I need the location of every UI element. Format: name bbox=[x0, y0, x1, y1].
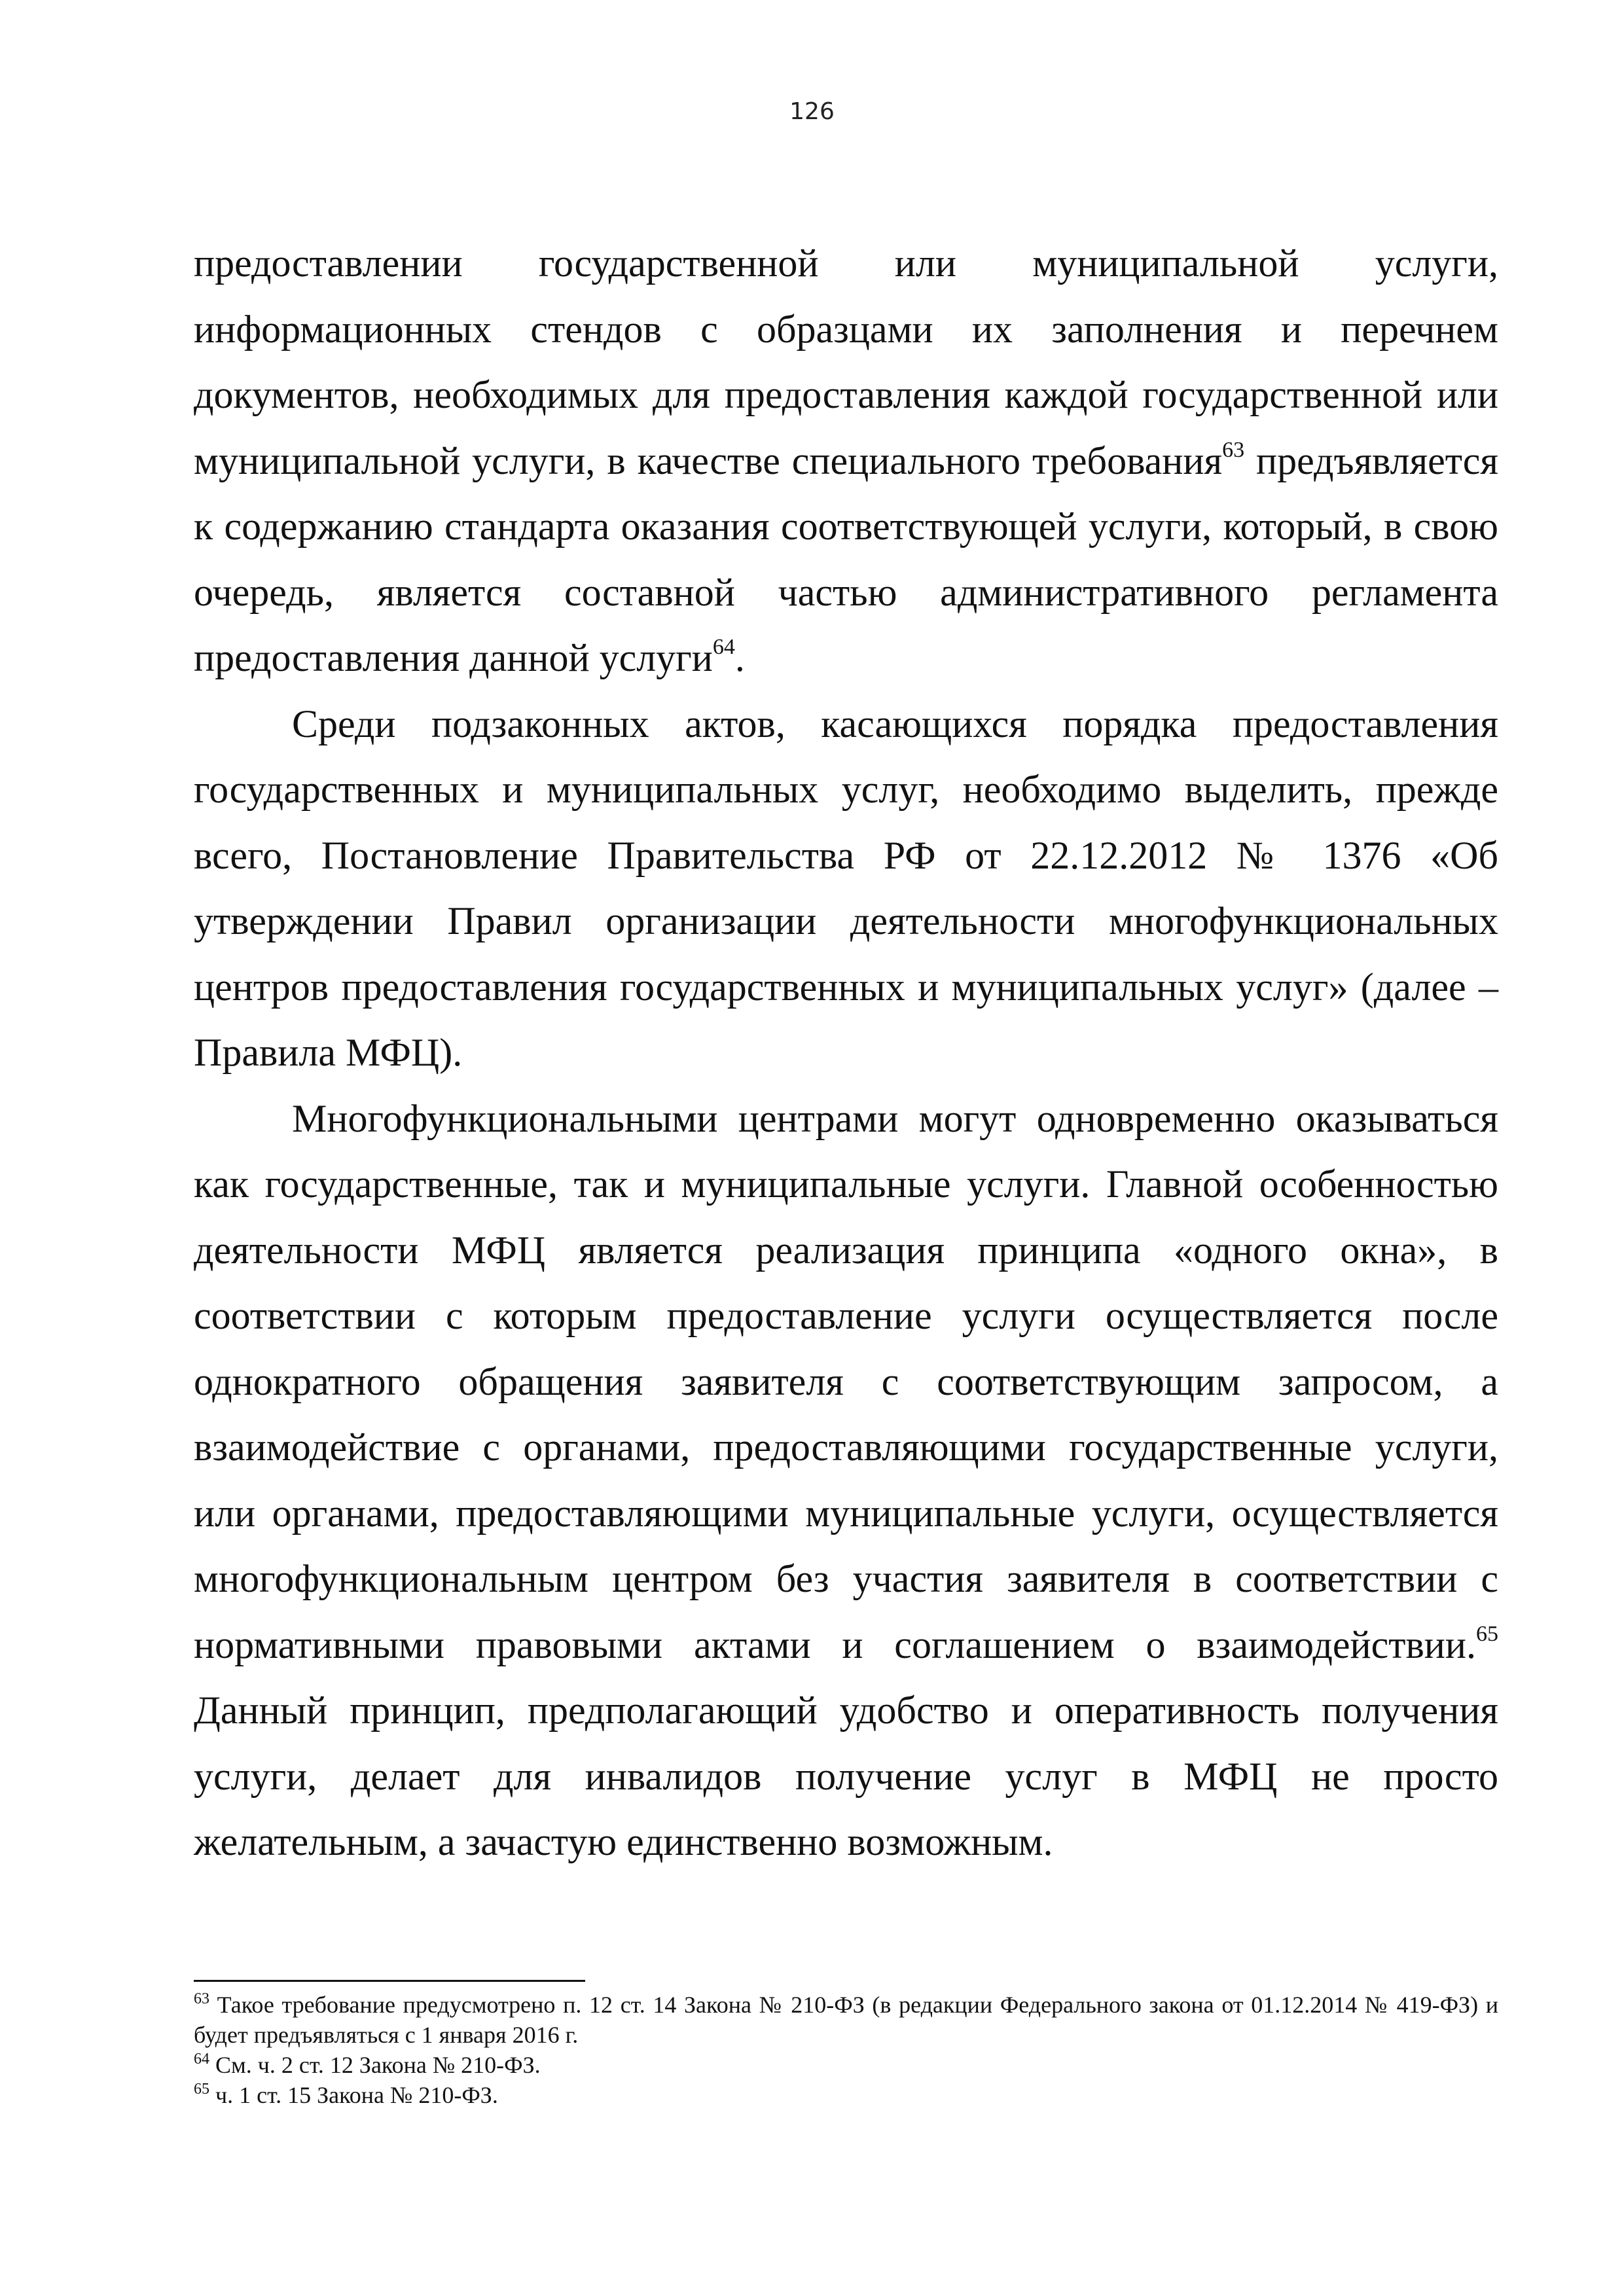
footnote-mark: 63 bbox=[194, 1990, 209, 2007]
footnote-text: ч. 1 ст. 15 Закона № 210-ФЗ. bbox=[209, 2082, 498, 2108]
footnote-separator bbox=[194, 1980, 585, 1982]
footnote-mark: 65 bbox=[194, 2081, 209, 2098]
paragraph-text: . bbox=[734, 636, 745, 679]
paragraph-1 bbox=[194, 230, 1498, 691]
paragraph-2 bbox=[194, 691, 1498, 1086]
page-number: 126 bbox=[789, 98, 835, 125]
paragraph-text: Среди подзаконных актов, касающихся порядка предоставления государственных и муниципальных услуг, необходимо выделить, прежде всего, Постановление Правительства РФ от 22.12.2012 № 1376 «Об утверждении Правил организации деятельности многофункциональных центров предоставления государственных и муниципальных услуг» (далее – Правила МФЦ). bbox=[194, 702, 1498, 1074]
footnote-mark: 64 bbox=[194, 2051, 209, 2068]
paragraph-text: Данный принцип, предполагающий удобство и оперативность получения услуги, делает для инвалидов получение услуг в МФЦ не просто желательным, а зачастую единственно возможным. bbox=[194, 1689, 1498, 1863]
footnote-ref-63[interactable]: 63 bbox=[1222, 437, 1245, 462]
paragraph-3 bbox=[194, 1086, 1498, 1875]
footnote-ref-64[interactable]: 64 bbox=[712, 635, 735, 659]
footnote-64 bbox=[194, 2050, 1498, 2080]
paragraph-text: предоставлении государственной или муниципальной услуги, информационных стендов с образцами их заполнения и перечнем документов, необходимых для предоставления каждой государственной или муниципальной услуги, в качестве специального требования bbox=[194, 242, 1498, 482]
paragraph-text: Многофункциональными центрами могут одновременно оказываться как государственные, так и муниципальные услуги. Главной особенностью деятельности МФЦ является реализация принципа «одного окна», в соответствии с которым предоставление услуги осуществляется после однократного обращения заявителя с соответствующим запросом, а взаимодействие с органами, предоставляющими государственные услуги, или органами, предоставляющими муниципальные услуги, осуществляется многофункциональным центром без участия заявителя в соответствии с нормативными правовыми актами и соглашением о взаимодействии. bbox=[194, 1096, 1498, 1666]
footnotes bbox=[194, 1980, 1498, 2110]
footnote-65 bbox=[194, 2080, 1498, 2110]
footnote-63 bbox=[194, 1990, 1498, 2050]
footnote-text: См. ч. 2 ст. 12 Закона № 210-ФЗ. bbox=[209, 2052, 541, 2078]
footnote-text: Такое требование предусмотрено п. 12 ст. 14 Закона № 210-ФЗ (в редакции Федерального закона от 01.12.2014 № 419-ФЗ) и будет предъявляться с 1 января 2016 г. bbox=[194, 1992, 1498, 2048]
footnote-ref-65[interactable]: 65 bbox=[1476, 1621, 1498, 1646]
paragraph-text: предъявляется к содержанию стандарта оказания соответствующей услуги, который, в свою очередь, является составной частью административного регламента предоставления данной услуги bbox=[194, 439, 1498, 679]
body-text bbox=[194, 230, 1498, 1875]
